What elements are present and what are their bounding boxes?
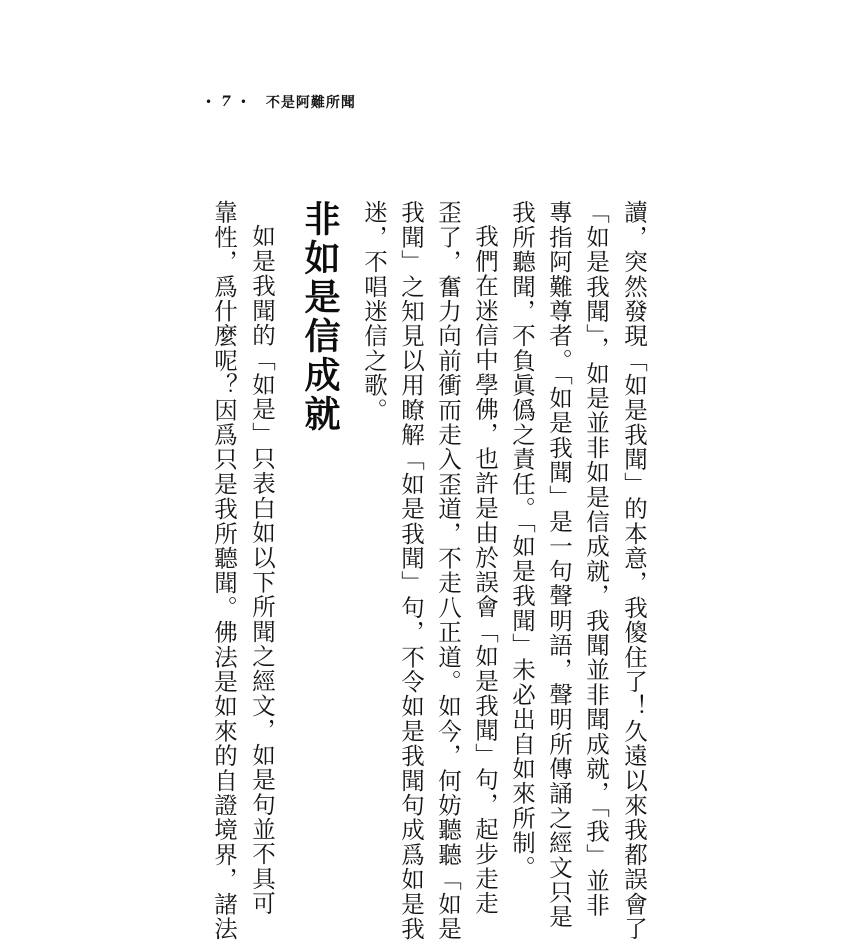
text-column-5: 我們在迷信中學佛，也許是由於誤會「如是我聞」句，起步走走 xyxy=(471,224,499,916)
text-column-3: 專指阿難尊者。「如是我聞」是一句聲明語，聲明所傳誦之經文只是 xyxy=(545,200,573,930)
text-column-7: 我聞」之知見以用瞭解「如是我聞」句，不令如是我聞句成爲如是我 xyxy=(397,200,425,941)
section-heading: 非如是信成就 xyxy=(299,200,341,434)
running-title: 不是阿難所聞 xyxy=(265,95,356,111)
page-number: 7 xyxy=(221,94,232,110)
text-column-6: 歪了，奮力向前衝而走入歪道，不走八正道。如今，何妨聽聽「如是 xyxy=(434,200,462,941)
header-dot-right: • xyxy=(239,95,248,109)
running-header xyxy=(205,92,356,112)
text-column-4: 我所聽聞，不負眞僞之責任。「如是我聞」未必出自如來所制。 xyxy=(508,200,536,880)
text-column-1: 讀，突然發現「如是我聞」的本意，我傻住了！久遠以來我都誤會了 xyxy=(620,200,648,941)
text-column-2: 「如是我聞」，如是並非如是信成就，我聞並非聞成就，「我」並非 xyxy=(582,200,610,918)
text-column-8: 迷，不唱迷信之歌。 xyxy=(360,200,388,423)
text-column-10: 靠性，爲什麼呢？因爲只是我所聽聞。佛法是如來的自證境界，諸法 xyxy=(210,200,238,941)
text-column-9: 如是我聞的「如是」只表白如以下所聞之經文，如是句並不具可 xyxy=(248,224,276,916)
header-dot-left: • xyxy=(205,95,214,109)
